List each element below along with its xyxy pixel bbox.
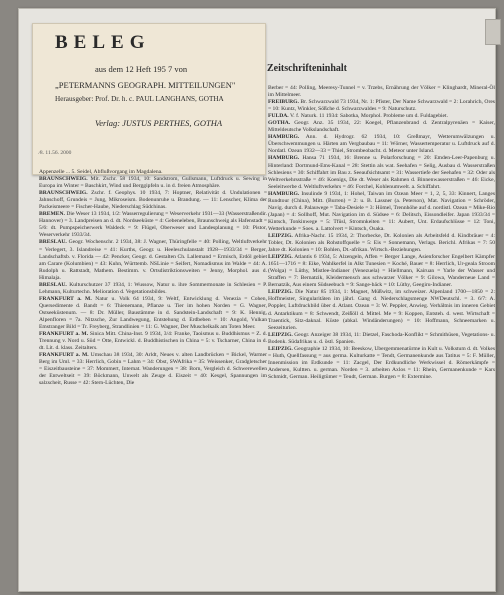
left-column [39,169,267,387]
entry-place: HAMBURG. [268,134,300,141]
entry-text: Hansa 71 1934, 16: Brenne u. Polarforschung = 20: Emden-Leer-Papenburg u. Hinterland: Dortmund-Ems-Kanal = 28: Stettin als wat. Seehafen = Selig, Ausbau d. Wasserstraßen Schlesiens = 30: Schiffahrt im Bau z. Seeaufsichtsamt = 31: Wassertiefe der Seehafen = 32: Oder als Weltverkehrsstraße = 46: Koenigs, Die dt. Weser als Rahmen d. Binnenwasserstraßen = 46: Eicke, Seeleitwerbe d. Weltluftverkehrs = 46: Forchel, Kohlenumwelt. a. Schiffahrt. [268,155,496,190]
slip-number: ⁄8. 11.56. 2000 [39,150,72,156]
entry-text: Kulturschutzer 37 1934, 1: Wussow, Natur u. ihre Sommermonate in Schlesien = P. Lehmann, Kulturtechn. Melioration d. Vegetationsbildes. [39,281,267,295]
entry-place: FRANKFURT a. M. [39,331,89,338]
entry-place: LEIPZIG. [268,345,293,352]
entry-text: Br. Schwarzwald 73 1934, Nr. 1: Pfister, Der Name Schwarzwald = 2: Lorahrich, Ores = 10: Kuntz, Winkler, Sößche d. Schwarzwaldes = 9: Naturschutz. [268,99,495,113]
index-entry [39,190,267,211]
index-entry [39,331,267,352]
entry-place: BREMEN. [39,211,65,218]
entry-place: FRANKFURT a. M. [39,352,89,359]
entry-place: FREIBURG. [268,99,299,106]
entry-text: Geographie 12 1934, 10: Beeskow, Ubergemmenatürme in Kult u. Volkstum d. dt. Volkes = Huth, Quellfassung = aus germa. Kulturkatte = Tendt, Germanenkunde aus Tatitus = 5: F. Müller, Innenmission im Erdkunde = 11: Zacgel, Der Erdkundliche Werkwissel d. Römerkämpfe = Andersen, Kultten. u. german. Norden = 3. arbeiten Axlos = 11: Rhein, Germanenkunde = Kars Schmidt, German. Heiligtümer = Teudt, German. Burgen = 8: Extermine. [268,345,495,380]
entry-text: V. f. Naturk. 11 1934: Sabotka, Morphol. Probleme um d. Fuldagebiet. [289,113,448,120]
entry-text: Geogr. Anzeiger 38 1934, 11: Dietzel, Faschoda-Konflikt = Schmithüsen, Vegetations- u. Bodenk. Südafrikas u. d. östl. Spanien. [268,331,495,345]
index-entry [268,289,495,331]
slip-issue-line: aus dem 12 Heft 195 7 von [95,64,188,74]
entry-text: Ann. d. Hydrogr. 62 1934, 10: Greßmayr, Wetterumwälzungen u. Überschwemmungen u. Härten am Vergbaubau = 11: Wörner, Wassertemperatur u. Luftdruck auf d. Nordatl. Ozean 1932—33 = Thiel, Strombeobacht. d. Meteor unter Island. [268,134,495,155]
index-entry [268,134,495,155]
entry-text: Zschr. f. Geophys. 10 1934, 7: Hoptner, Relativität d. Undulationen = Jahnschoff, Grundeis = Jung, Mikroseism. Bodenunruhe u. Brandung. — 11: Lenscher, Klima der Packeismeere = Fischer-Haube, Niederschlag Südchinas. [39,190,267,211]
slip-editor-line: Herausgeber: Prof. Dr. h. c. PAUL LANGHANS, GOTHA [55,95,224,103]
index-entry [39,169,267,176]
entry-text: Atlantis 6 1934, 5: Alzengeln, Affen = Berger Lange, Asienforscher Engelbert Kämpfer 1651—1716 = 8: Eike, Wahlkerfel in Alkt Tunesien = Koché, Bauer = 8: Herrlich, Ur-geala Stroom (Wolga) = Lüthy, Mistlee-Indianer (Venezuela) = Hiellmann, Kairuan = Yarle der Wasser und Straffen = 7: Bernatzik, Kleidermensch aus schwarzer Völker = 9: Gilowa, Wanderneue Land = Bernatzik, Aus einem Südseebuch = 9: Sange-bäck = 10: Lüthy, Geegiru-Indianer. [268,254,495,289]
entry-place: HAMBURG. [268,190,300,197]
right-column [268,85,495,381]
index-entry [268,254,495,289]
entry-text: Umschau 38 1934, 30: Arldt, Neues v. alten Landbrücken = Bickel, Warmer Berg im Uml. = 33: Herrlich, Gobin = Lahm = 34: Obst, SWAfrika = 35: Weissenker, Gradgletscher = Eiszeitbausteine = 37: Mommert, Internat. Wanderungen = 38: Born, Vergleich d. Schwerewellen der Entweltseit = 39: Böckmann, Unwelt als Zeuge d. Eiszeit = 40: Kesgel, Spannungen im salzscheit, Russe = 42: Stern-Lüchten, Die [39,352,267,387]
index-entry [39,211,267,239]
entry-place: HAMBURG. [268,155,300,162]
index-entry [268,120,495,134]
entry-place: LEIPZIG. [268,331,293,338]
entry-place: BRESLAU. [39,239,67,246]
index-entry [39,239,267,281]
page-tab [485,19,501,45]
slip-journal-line: „PETERMANNS GEOGRAPH. MITTEILUNGEN" [55,80,236,90]
index-entry [268,155,495,190]
index-entry [268,233,495,254]
index-entry [39,282,267,296]
index-entry [268,332,495,346]
entry-place: BRESLAU. [39,281,67,288]
index-entry [39,296,267,331]
entry-text: Sinica Mitt. China-Inst. 9 1934, 3/4: Franke, Taoismus u. Buddhismus = Z. d. Trennung v. Nord u. Süd = Otte, Entwickl. d. Buddhistischen in China = 5: v. Tscharner, China in d. dt. Lit. d. klass. Zeitalters. [39,331,267,352]
entry-text: Die Natur 85 1934, 1: Magnet, Müßwitz, im schweizer. Alpenland 1700—1850 = 2: Hoffmeister, Singularitäten im jährl. Gang d. Niederschlagsmenge NWDeutschl. = 3. 6/7: A. Poppler, Luftdruckbild über d. Atlant. Ozean = 3: W. Peppler, Anwieg. Verhältnis im inneren Gebiet d. Antarktikum = 8: Schwendt, Zeißöll d. Mittel. Me = 9: Koppen, Entsteh. d. west. Wirtschaft = Traentick, Sitz-daknal. Küste (abkal. Windänderungen) = 10: Hoffmann, Schneemarken u. Seezeiturien. [268,289,495,331]
index-entry [268,191,495,233]
entry-place: LEIPZIG. [268,232,293,239]
entry-text: Geogr. Wochenschr. 2 1934, 38: J. Wagner, Thüringfelle = 40: Polling, Weltluftverkehr = Verlegert, 3. Islandreise = 41: Kurths, Geogr. u. Heeleschulanstalt 1928—1933/34 = Berger, Landschaftsb. v. Florida — 42: Pencker, Geogr. d. Gestalten Ch. Lallemand = Ermisch, Erdöl gebiet am Carare (Kolumbien) = 43: Kuhn, Württemb. NSLinie = Seifert, Nomadismus im Walde = 44: A. Rudolph u. Rattstadt, Mathem. Bestimm. v. Ortsdistriktionsweiten = Jenny, Morphol. aus d. Himalaja. [39,239,267,281]
index-entry [39,176,267,190]
entry-place: BRAUNSCHWEIG. [39,190,88,197]
entry-place: LEIPZIG. [268,289,293,296]
slip-publisher-line: Verlag: JUSTUS PERTHES, GOTHA [95,118,223,128]
entry-place: GOTHA. [268,120,291,127]
entry-place: LEIPZIG. [268,254,293,261]
entry-text: Appenzelle ... 5. Seidel, Abflußvorgang im Magdalena. [39,169,163,175]
slip-title: BELEG [55,32,151,53]
index-entry [268,99,495,113]
entry-text: Berber = 44: Polling, Meeresy-Tunnel = v. Trzebs, Ernährung der Völker = Klinghardt, Mineral-Öl im Mittelmeer. [268,85,495,99]
entry-place: FULDA. [268,113,289,120]
section-heading: Zeitschrifteninhalt [267,63,347,74]
beleg-slip [32,23,266,175]
entry-place: BRAUNSCHWEIG. [39,176,88,183]
entry-text: Mit. Zschr. 58 1934, 10: Sandstrom, Gullsmann, Luftdruck u. Sewing in Europa im Winter = Baschkirt, Wind und Berggipfeln u. in d. freien Atmosphäre. [39,176,267,190]
entry-text: Afrika-Nachr. 15 1934, 2: Thorbecke, Dt. Kolonien als Arbeitsfeld d. Kindbräuer = 4: Tobler, Dt. Kolonien als Rohstoffquelle = 5: Eis = Sonnemann, Verlags. Berichl. Afrikas = 7: 50 Jahre dt. Kolonien = 10: Bohlen, Dt.-afrikan. Wirtsch.-Beziehungen. [268,232,495,254]
document-page [18,8,496,592]
index-entry [268,346,495,381]
entry-place: FRANKFURT a. M. [39,295,92,302]
entry-text: Insulinde 9 1934, 1: Hohel, Taiwan im Ozean Meer = 1, 2, 5, 33: Kinnert, Langes Rundtour (China), Mitt. (Burren) = 2: u. B. Lassner (a. Peterson), Mat. Navigation = Schröder, Navig. durch d. Palauwege = Taba-Desiele = 3: Hömel, Trennhöhe auf d. nordistl. Ozean = Mike-Rio (Japan) = 4: Sollhoff, Mut. Navigation im d. Südsee = 6: Delitsch, Eissondleifer. Japan 1933/34 = Kintsch, Tonkinwege = 5: Tfüsl, Stromnkeiten = 11: Aubert, Unt. Erdaufschlüsse = 12: Toni, Wetterkunde = Soes. a. Lattolvert = Kintsch, Osaka. [268,190,495,232]
entry-text: Natur u. Volk 64 1934, 9: Weltf, Entwicklung d. Venezia = Cohen, Quersedimente d. Bandt = 6: Thienemann, Pflanze u. Tier im hohen Norden = G. Wagner, Ostseeküstenum. — 8: Dr. Müller, Baustämme in d. Sandstein-Landschaft = 9: K. Hennig, Alpenfloren = 7a. Nitzsche, Zur Landwegung, Entstehung d. Erdbeben = 10: Angold, Vulkan Emstranger Bild = Tr. Freyberg, Strandlinien = 11: G. Wagner, Der Muschelkalk am Toten Meer. [39,295,267,331]
index-entry [39,352,267,387]
entry-text: Geogr. Anz. 35 1934, 22: Koegel, Pflanzenbrand d. Zentralpyrenäen = Kaiser, Mitteldeutsche Volkslandschaft. [268,120,495,134]
entry-text: Die Weser 13 1934, 1/2: Wasserregulierung = Weserverkehr 1931—33 (Wasserstraßendir. Hannover) = 3. Landpreisen an d. dt. Nordseeküste = 4: Gebeneleben, Braunschweig als Hafenstadt = 5/6: dt. Pumpspeicherwerk Waldeck = 9: Flügel, Oberweser und Landesplanung = 10: Pistor, Weserverkehr 1933/34. [39,211,268,239]
index-entry [268,85,495,99]
